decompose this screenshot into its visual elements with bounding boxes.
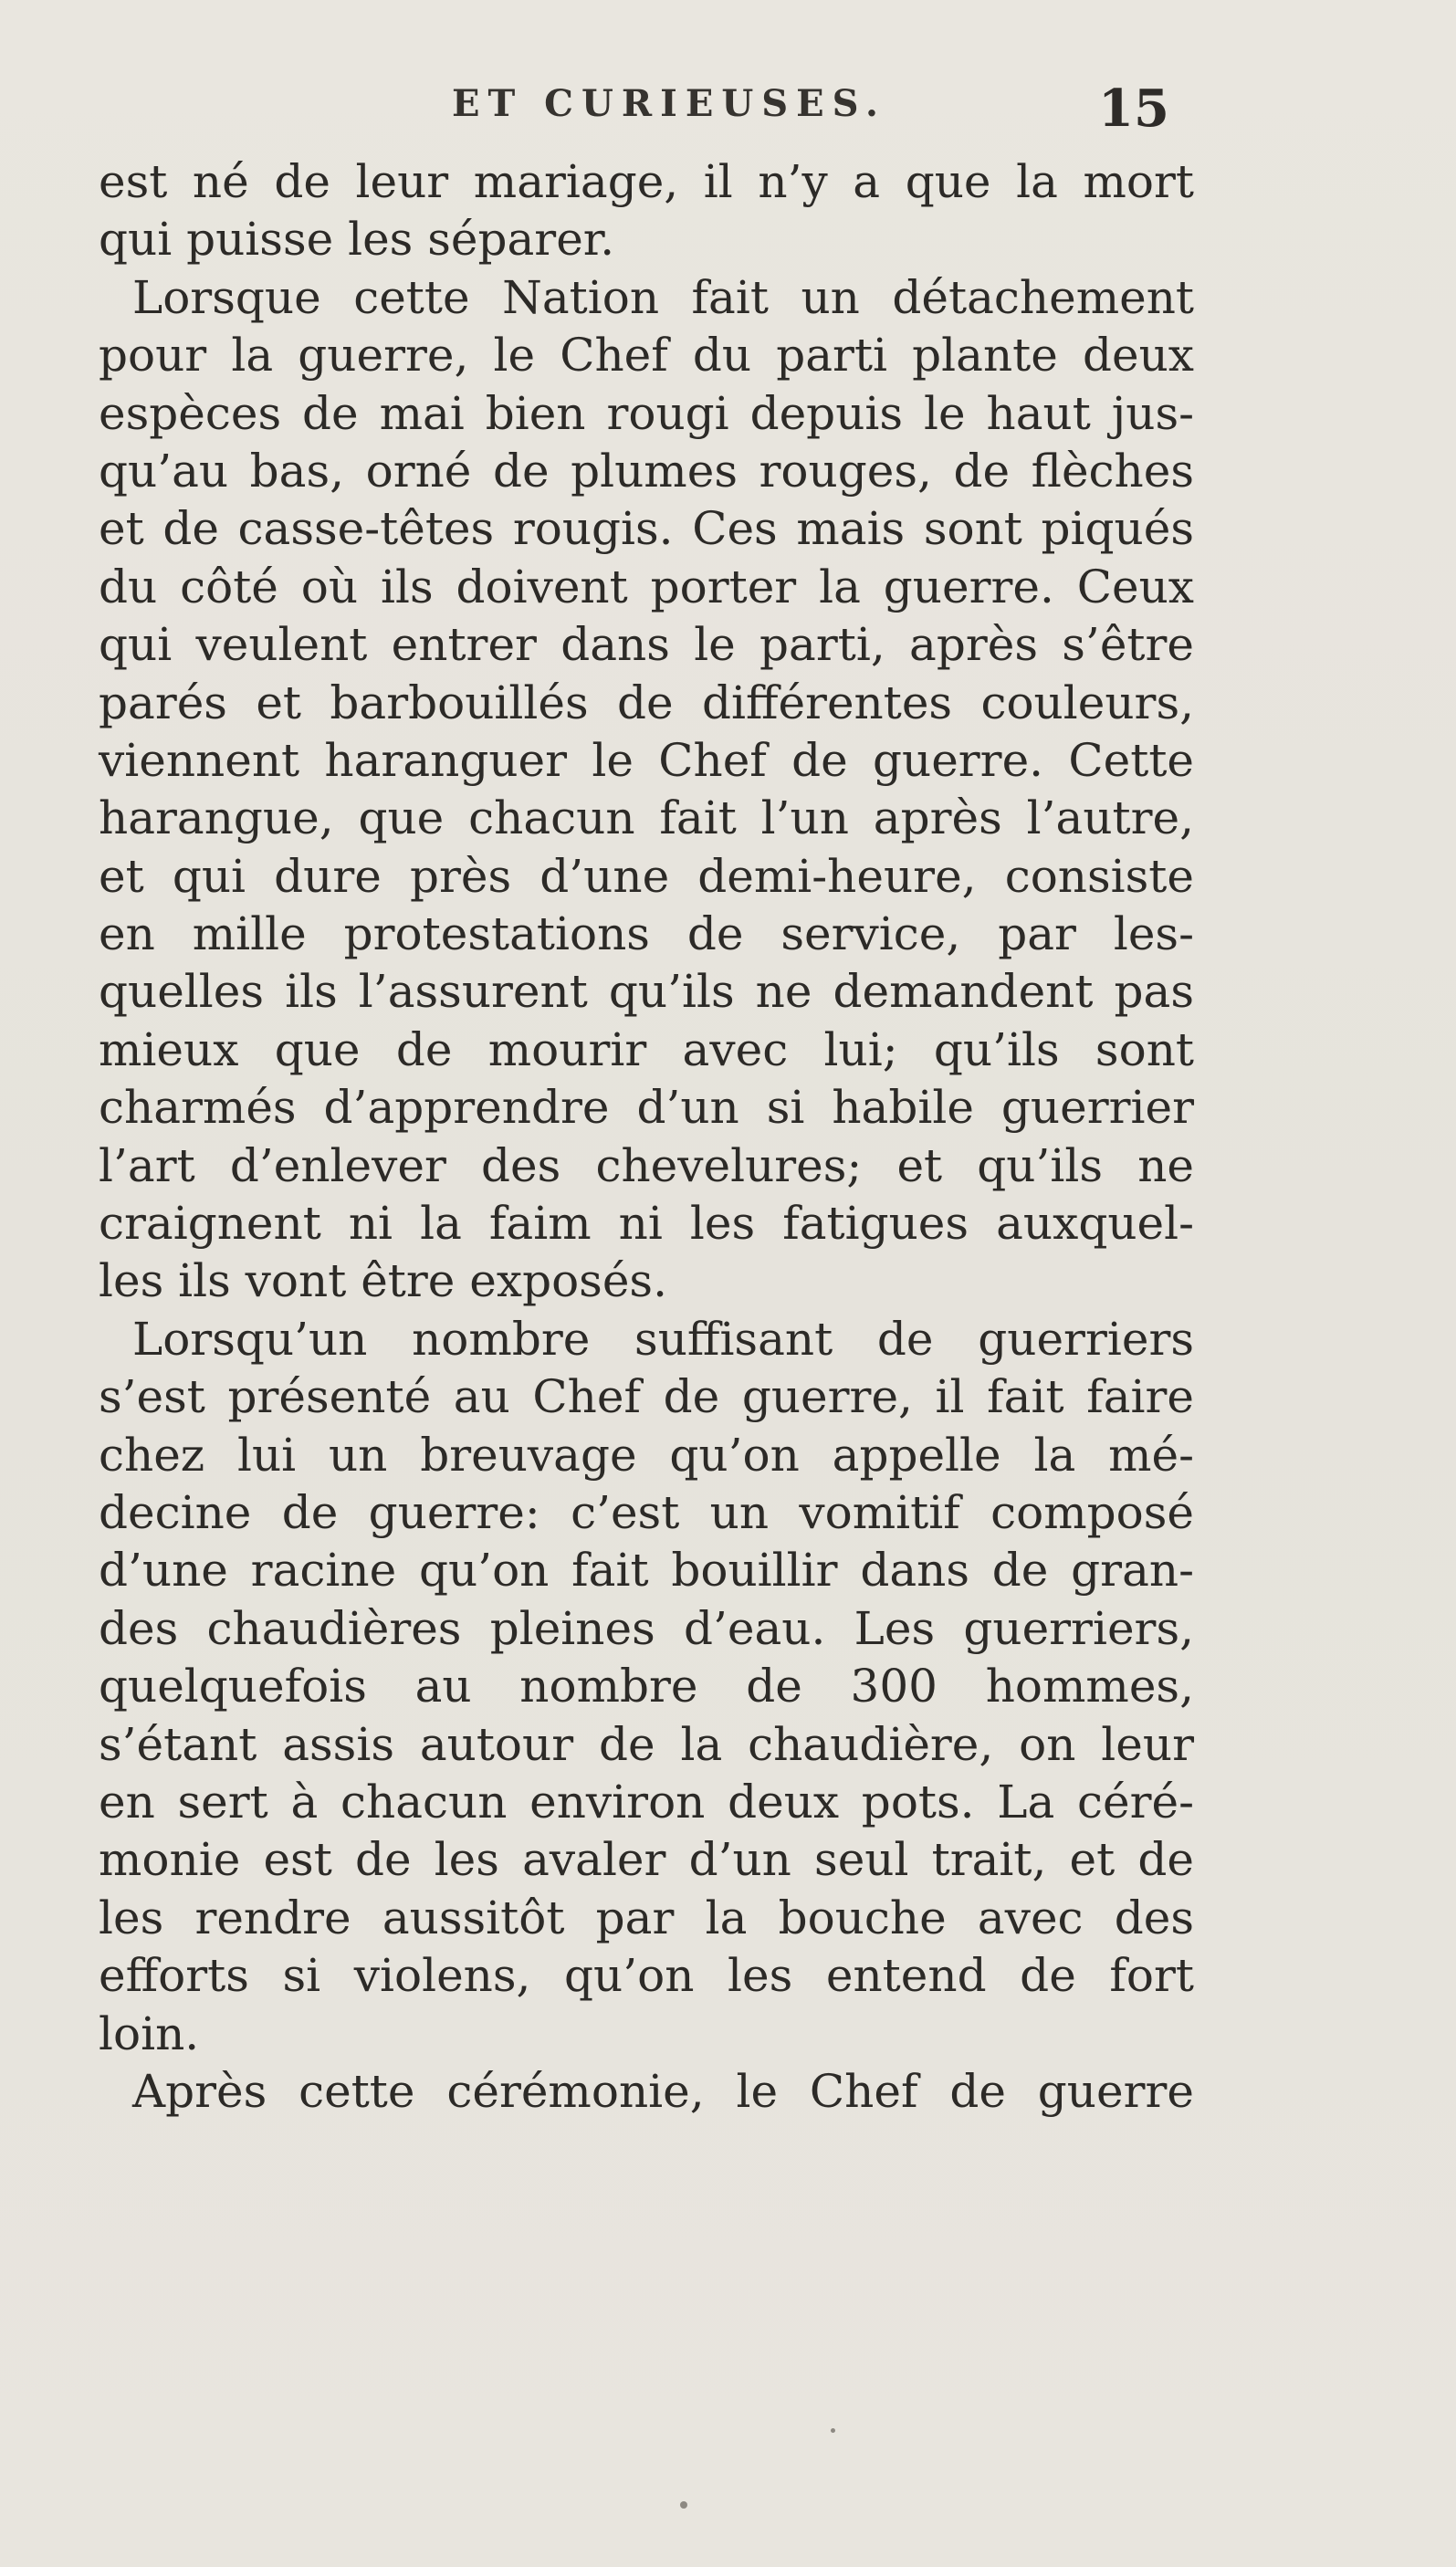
text-line: du côté où ils doivent porter la guerre. Ceux [99,560,1194,613]
paper-speck [680,2501,687,2509]
text-line: des chaudières pleines d’eau. Les guerriers, [99,1601,1194,1655]
paper-speck [831,2428,835,2433]
text-line: est né de leur mariage, il n’y a que la mort [99,155,1194,208]
text-line: et de casse-têtes rougis. Ces mais sont piqués [99,502,1194,556]
text-line: les ils vont être exposés. [99,1254,667,1308]
text-line: l’art d’enlever des chevelures; et qu’ils ne [99,1138,1194,1192]
paragraph-start-line: Lorsque cette Nation fait un détachement [132,270,1194,324]
text-line: viennent haranguer le Chef de guerre. Cette [99,733,1194,787]
text-line: efforts si violens, qu’on les entend de fort [99,1949,1194,2003]
text-line: loin. [99,2006,200,2060]
paragraph-start-line: Lorsqu’un nombre suffisant de guerriers [132,1312,1194,1366]
text-line: en mille protestations de service, par les- [99,907,1194,961]
running-head: ET CURIEUSES. [452,82,886,125]
text-line: charmés d’apprendre d’un si habile guerrier [99,1081,1194,1135]
text-line: chez lui un breuvage qu’on appelle la mé- [99,1428,1194,1482]
paragraph-start-line: Après cette cérémonie, le Chef de guerre [132,2064,1194,2118]
text-line: quelles ils l’assurent qu’ils ne demandent pas [99,965,1194,1019]
text-line: qui puisse les séparer. [99,213,615,267]
text-line: decine de guerre: c’est un vomitif composé [99,1485,1194,1539]
page-header [452,79,1182,142]
text-line: quelquefois au nombre de 300 hommes, [99,1660,1194,1713]
text-line: mieux que de mourir avec lui; qu’ils sont [99,1022,1194,1076]
text-line: les rendre aussitôt par la bouche avec des [99,1891,1194,1944]
text-line: qui veulent entrer dans le parti, après s’être [99,618,1194,672]
text-line: s’étant assis autour de la chaudière, on leur [99,1717,1194,1771]
text-line: qu’au bas, orné de plumes rouges, de flèches [99,444,1194,498]
text-line: monie est de les avaler d’un seul trait, et de [99,1833,1194,1887]
text-line: d’une racine qu’on fait bouillir dans de gran- [99,1544,1194,1598]
text-line: et qui dure près d’une demi-heure, consiste [99,849,1194,903]
text-line: en sert à chacun environ deux pots. La céré- [99,1775,1194,1828]
text-line: parés et barbouillés de différentes couleurs, [99,676,1194,729]
text-line: espèces de mai bien rougi depuis le haut jus- [99,386,1194,440]
text-line: craignent ni la faim ni les fatigues auxquel- [99,1197,1194,1251]
page-number: 15 [1098,79,1169,139]
text-line: harangue, que chacun fait l’un après l’autre, [99,791,1194,845]
text-line: s’est présenté au Chef de guerre, il fait faire [99,1370,1194,1424]
text-line: pour la guerre, le Chef du parti plante deux [99,329,1194,382]
body-text [99,153,1194,2121]
